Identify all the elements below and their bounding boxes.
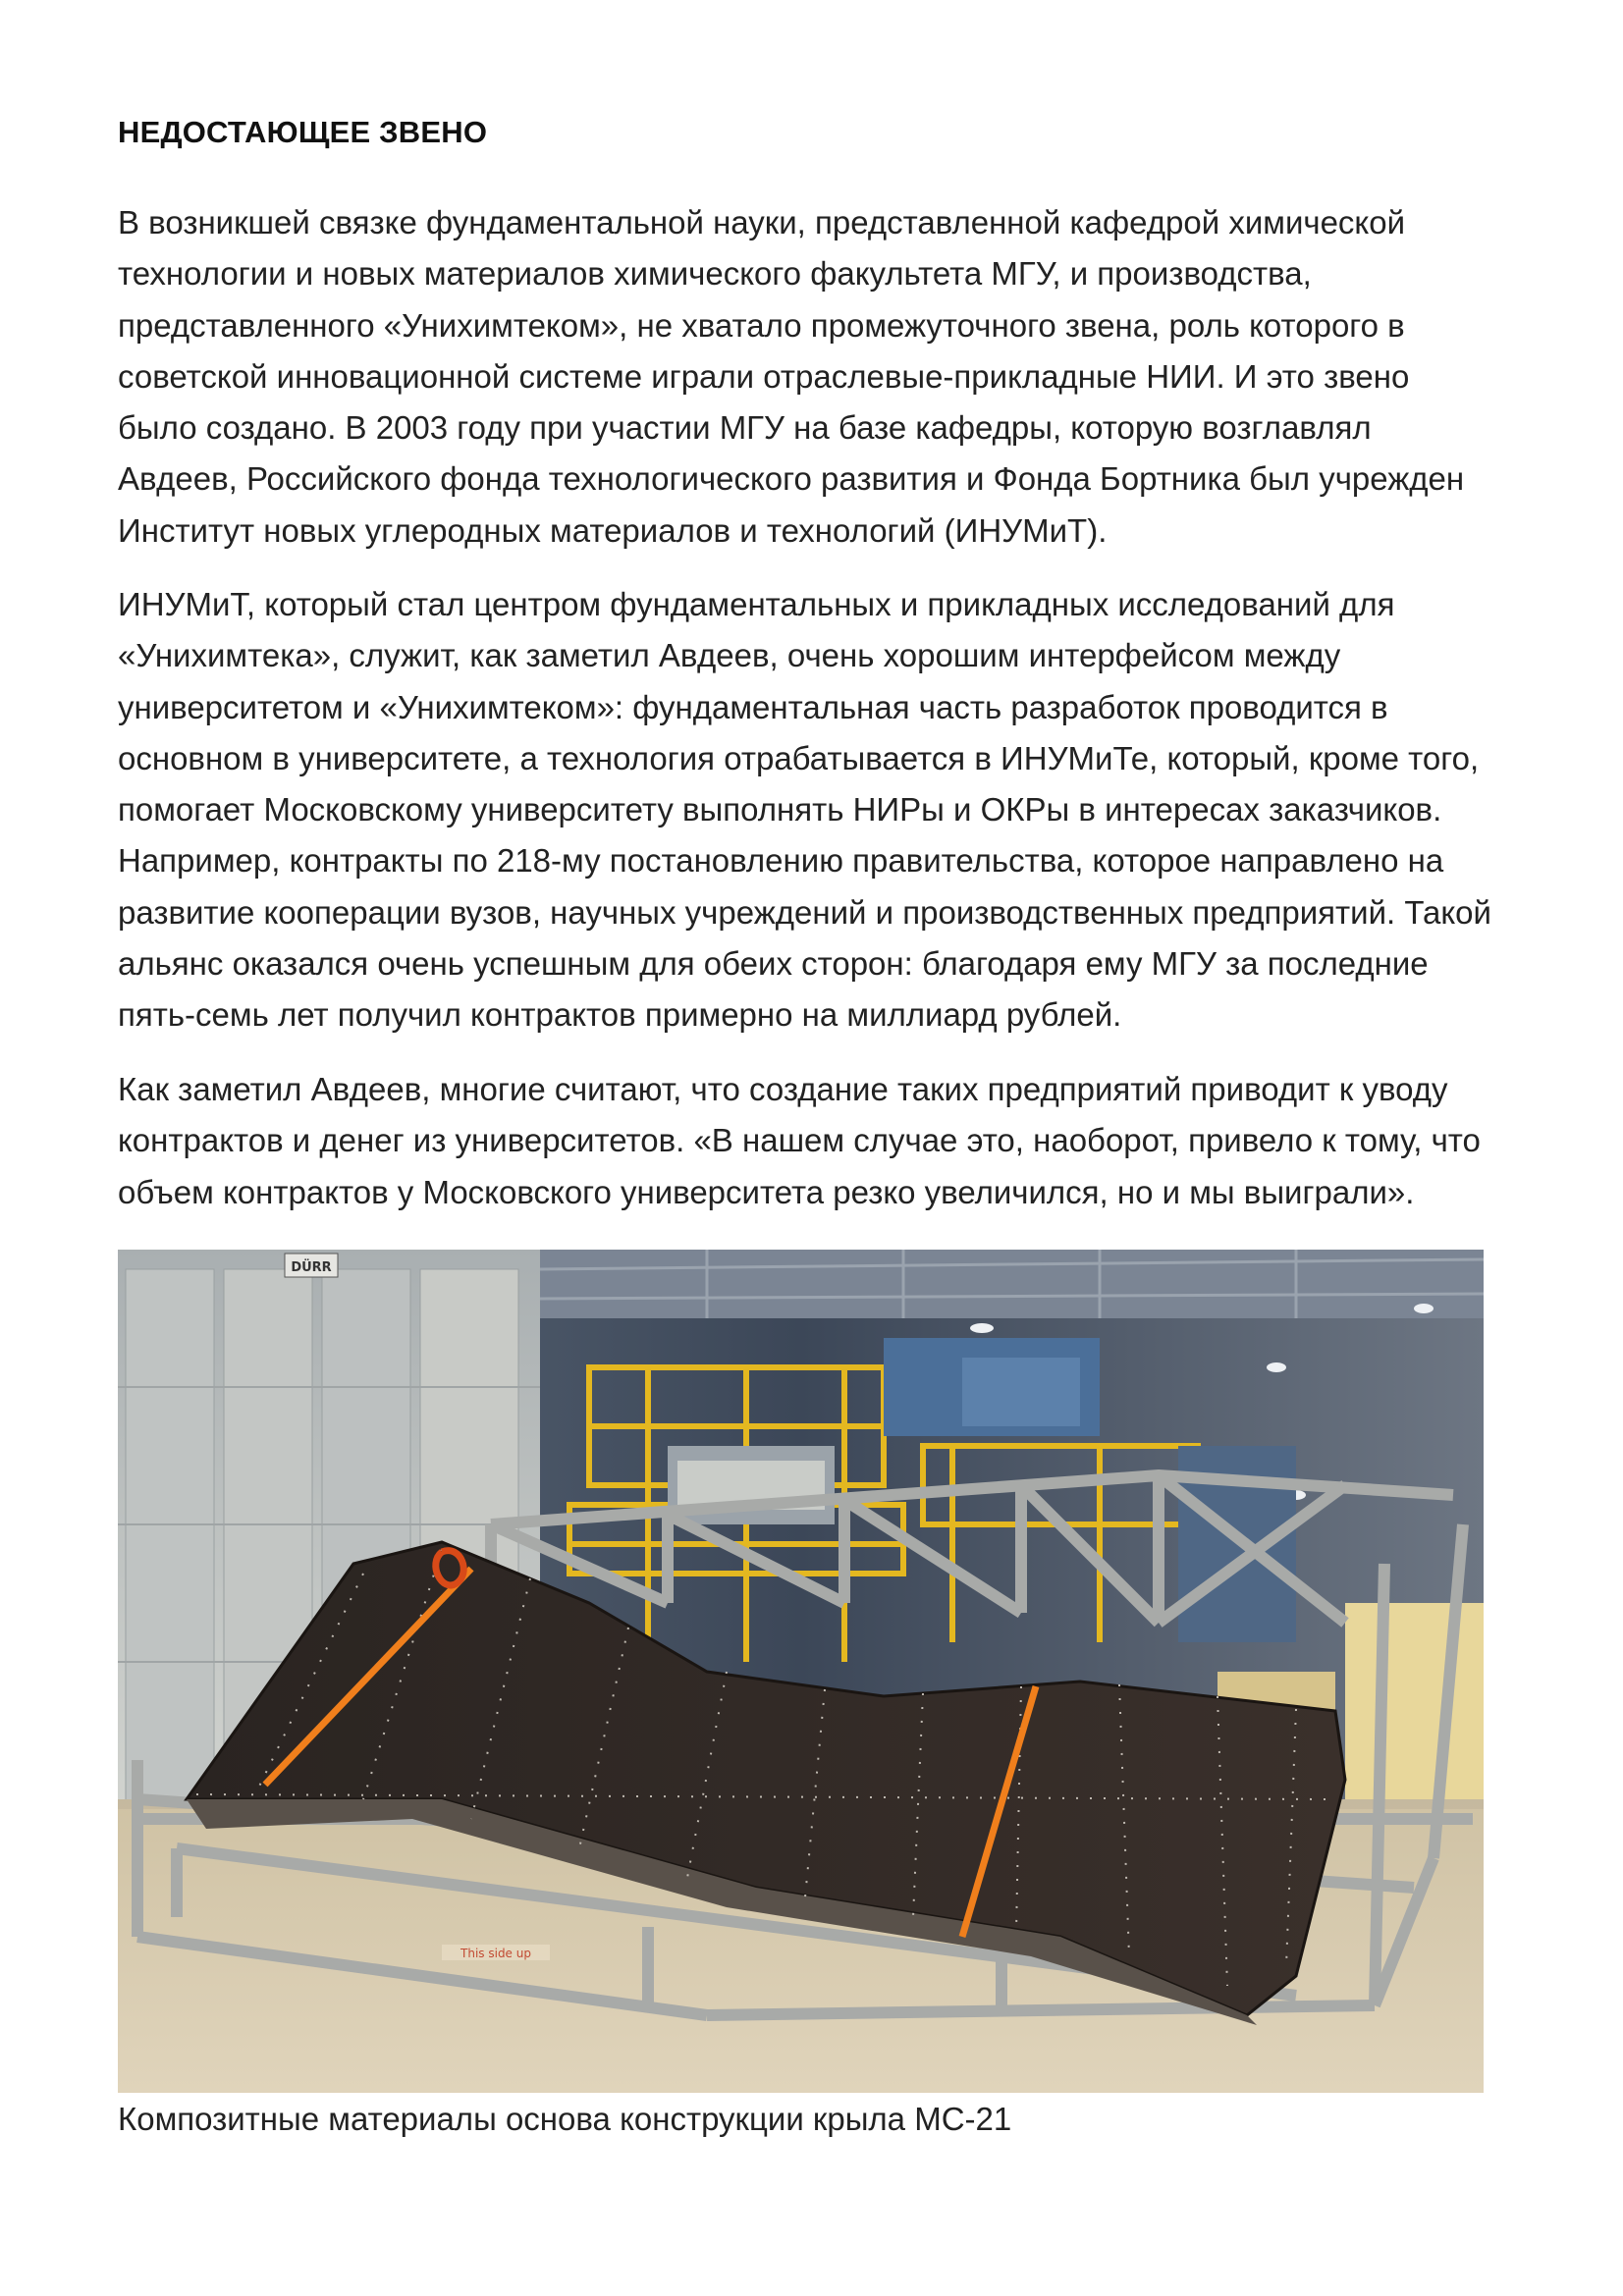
paragraph-2 bbox=[118, 579, 1492, 1041]
paragraph-line: Институт новых углеродных материалов и технологий (ИНУМиТ). bbox=[118, 511, 1108, 549]
paragraph-line: контрактов и денег из университетов. «В нашем случае это, наоборот, привело к тому, что bbox=[118, 1122, 1481, 1159]
paragraph-line: ИНУМиТ, который стал центром фундаментальных и прикладных исследований для bbox=[118, 586, 1395, 622]
this-side-up-label: This side up bbox=[460, 1947, 531, 1960]
paragraph-line: развитие кооперации вузов, научных учреждений и производственных предприятий. Такой bbox=[118, 893, 1491, 931]
paragraph-line: объем контрактов у Московского университета резко увеличился, но и мы выиграли». bbox=[118, 1173, 1415, 1210]
paragraph-line: «Унихимтека», служит, как заметил Авдеев, очень хорошим интерфейсом между bbox=[118, 637, 1341, 674]
paragraph-line: альянс оказался очень успешным для обеих сторон: благодаря ему МГУ за последние bbox=[118, 945, 1429, 983]
paragraph-line: Как заметил Авдеев, многие считают, что создание таких предприятий приводит к уводу bbox=[118, 1071, 1448, 1107]
paragraph-line: представленного «Унихимтеком», не хватало промежуточного звена, роль которого в bbox=[118, 306, 1405, 344]
paragraph-line: технологии и новых материалов химического факультета МГУ, и производства, bbox=[118, 255, 1312, 293]
paragraph-line: советской инновационной системе играли отраслевые-прикладные НИИ. И это звено bbox=[118, 357, 1410, 395]
paragraph-line: университетом и «Унихимтеком»: фундаментальная часть разработок проводится в bbox=[118, 688, 1388, 725]
paragraph-1 bbox=[118, 197, 1492, 557]
dürr-sign: DÜRR bbox=[291, 1260, 332, 1275]
paragraph-line: пять-семь лет получил контрактов примерно на миллиард рублей. bbox=[118, 996, 1122, 1034]
paragraph-line: помогает Московскому университету выполнять НИРы и ОКРы в интересах заказчиков. bbox=[118, 791, 1442, 828]
photo-caption: Композитные материалы основа конструкции крыла МС-21 bbox=[118, 2101, 1012, 2137]
paragraph-line: было создано. В 2003 году при участии МГУ на базе кафедры, которую возглавлял bbox=[118, 409, 1372, 447]
paragraph-line: В возникшей связке фундаментальной науки, представленной кафедрой химической bbox=[118, 204, 1406, 240]
paragraph-line: Авдеев, Российского фонда технологического развития и Фонда Бортника был учрежден bbox=[118, 460, 1465, 498]
paragraph-3 bbox=[118, 1064, 1492, 1218]
paragraph-line: основном в университете, а технология отрабатывается в ИНУМиТе, который, кроме того, bbox=[118, 739, 1480, 776]
wing-panel-photo bbox=[118, 1250, 1484, 2093]
paragraph-line: Например, контракты по 218-му постановлению правительства, которое направлено на bbox=[118, 842, 1444, 880]
section-heading: НЕДОСТАЮЩЕЕ ЗВЕНО bbox=[118, 115, 488, 149]
